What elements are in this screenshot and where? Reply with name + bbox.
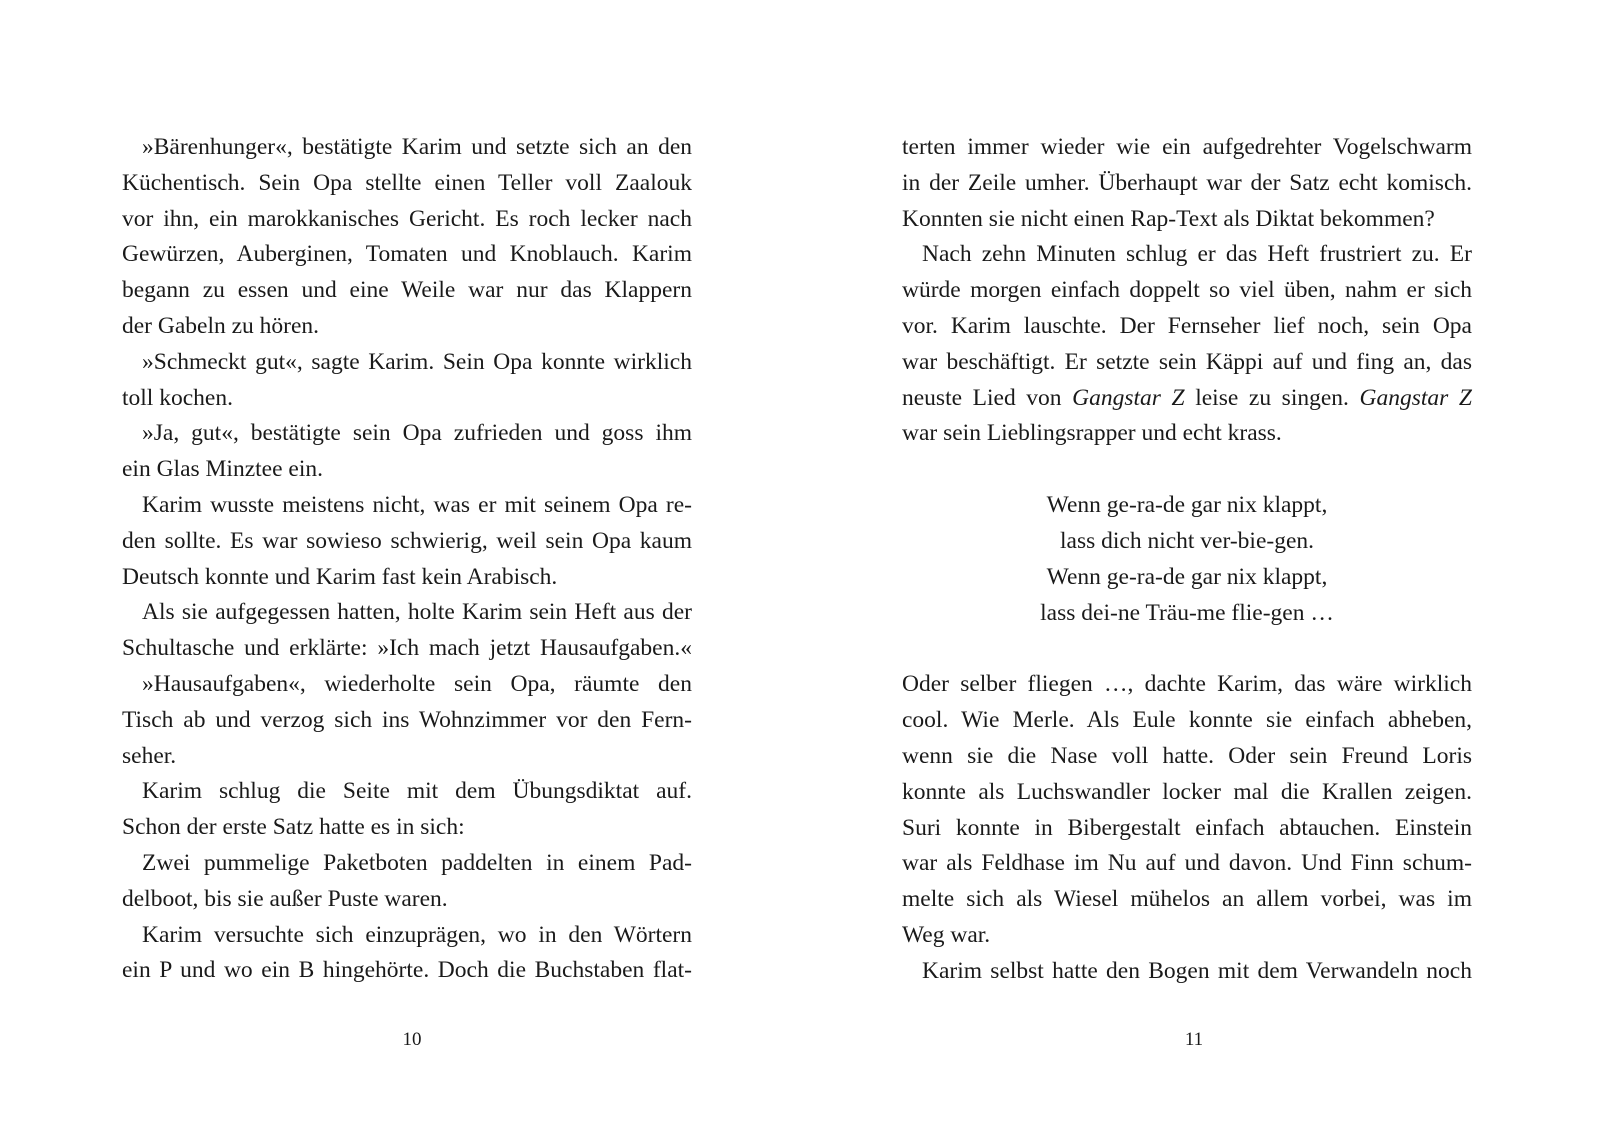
artist-name: Gangstar Z: [1072, 384, 1185, 411]
verse-line: Wenn ge-ra-de gar nix klappt,: [1046, 492, 1328, 519]
page-number-right: 11: [1184, 1029, 1204, 1050]
text-line: Als sie aufgegessen hatten, holte Karim sein Heft aus der: [142, 599, 692, 626]
page-number-left: 10: [402, 1029, 422, 1050]
text-line: Schon der erste Satz hatte es in sich:: [122, 814, 465, 841]
text-line: seher.: [122, 742, 177, 769]
text-line: »Ja, gut«, bestätigte sein Opa zufrieden und goss ihm: [142, 420, 692, 447]
text-line: war als Feldhase im Nu auf und davon. Und Finn schum-: [902, 850, 1472, 877]
text-line: war sein Lieblingsrapper und echt krass.: [902, 420, 1282, 447]
text-line: Karim selbst hatte den Bogen mit dem Verwandeln noch: [922, 957, 1472, 984]
text-line: ein Glas Minztee ein.: [122, 456, 323, 483]
text-line: »Schmeckt gut«, sagte Karim. Sein Opa konnte wirklich: [142, 348, 692, 375]
text-line: Deutsch konnte und Karim fast kein Arabisch.: [122, 563, 558, 590]
text-line: Karim versuchte sich einzuprägen, wo in den Wörtern: [142, 921, 692, 948]
text-line: konnte als Luchswandler locker mal die Krallen zeigen.: [902, 778, 1472, 805]
text-line: melte sich als Wiesel mühelos an allem vorbei, was im: [902, 886, 1472, 913]
text-line: Zwei pummelige Paketboten paddelten in einem Pad-: [142, 849, 692, 876]
verse-line: lass dich nicht ver-bie-gen.: [1059, 527, 1315, 554]
text-line: der Gabeln zu hören.: [122, 312, 320, 339]
text-line: war beschäftigt. Er setzte sein Käppi auf und fing an, das: [902, 348, 1472, 375]
text-line: begann zu essen und eine Weile war nur das Klappern: [122, 277, 692, 304]
text-line: Tisch ab und verzog sich ins Wohnzimmer vor den Fern-: [122, 706, 692, 733]
right-page: [902, 130, 1472, 990]
text-line: wenn sie die Nase voll hatte. Oder sein Freund Loris: [902, 742, 1472, 769]
verse-line: Wenn ge-ra-de gar nix klappt,: [1046, 563, 1328, 590]
text-line: den sollte. Es war sowieso schwierig, weil sein Opa kaum: [122, 527, 692, 554]
right-page-bottom-text: [902, 667, 1472, 989]
text-line: terten immer wieder wie ein aufgedrehter Vogelschwarm: [902, 134, 1472, 160]
text-line: [902, 381, 1472, 417]
text-line: Oder selber fliegen …, dachte Karim, das wäre wirklich: [902, 671, 1472, 698]
text-line: Karim wusste meistens nicht, was er mit seinem Opa re-: [142, 491, 692, 518]
text-line: »Bärenhunger«, bestätigte Karim und setzte sich an den: [142, 134, 692, 160]
text-segment: leise zu singen.: [1184, 384, 1360, 411]
song-verse: [902, 488, 1472, 631]
text-line: Nach zehn Minuten schlug er das Heft frustriert zu. Er: [922, 241, 1472, 268]
text-line: Küchentisch. Sein Opa stellte einen Teller voll Zaalouk: [122, 169, 692, 196]
text-line: würde morgen einfach doppelt so viel üben, nahm er sich: [902, 277, 1472, 304]
text-line: Konnten sie nicht einen Rap-Text als Diktat bekommen?: [902, 205, 1435, 232]
text-line: ein P und wo ein B hingehörte. Doch die Buchstaben flat-: [122, 957, 692, 984]
text-line: delboot, bis sie außer Puste waren.: [122, 885, 448, 912]
text-line: Weg war.: [902, 921, 991, 948]
text-line: Schultasche und erklärte: »Ich mach jetzt Hausaufgaben.«: [122, 635, 692, 662]
verse-line: lass dei-ne Träu-me flie-gen …: [1040, 599, 1334, 626]
text-line: in der Zeile umher. Überhaupt war der Satz echt komisch.: [902, 169, 1472, 196]
right-page-top-text: [902, 130, 1472, 381]
text-segment: neuste Lied von: [902, 384, 1073, 411]
text-line: »Hausaufgaben«, wiederholte sein Opa, räumte den: [142, 670, 692, 697]
text-line: toll kochen.: [122, 384, 233, 411]
text-line: cool. Wie Merle. Als Eule konnte sie einfach abheben,: [902, 707, 1472, 734]
text-line: Karim schlug die Seite mit dem Übungsdiktat auf.: [142, 778, 692, 805]
left-page: [122, 130, 692, 989]
text-line: vor ihn, ein marokkanisches Gericht. Es roch lecker nach: [122, 205, 692, 232]
text-line: vor. Karim lauschte. Der Fernseher lief noch, sein Opa: [902, 312, 1472, 339]
artist-name: Gangstar Z: [1359, 384, 1472, 411]
text-line: Suri konnte in Bibergestalt einfach abtauchen. Einstein: [902, 814, 1472, 841]
text-line: Gewürzen, Auberginen, Tomaten und Knoblauch. Karim: [122, 241, 692, 268]
